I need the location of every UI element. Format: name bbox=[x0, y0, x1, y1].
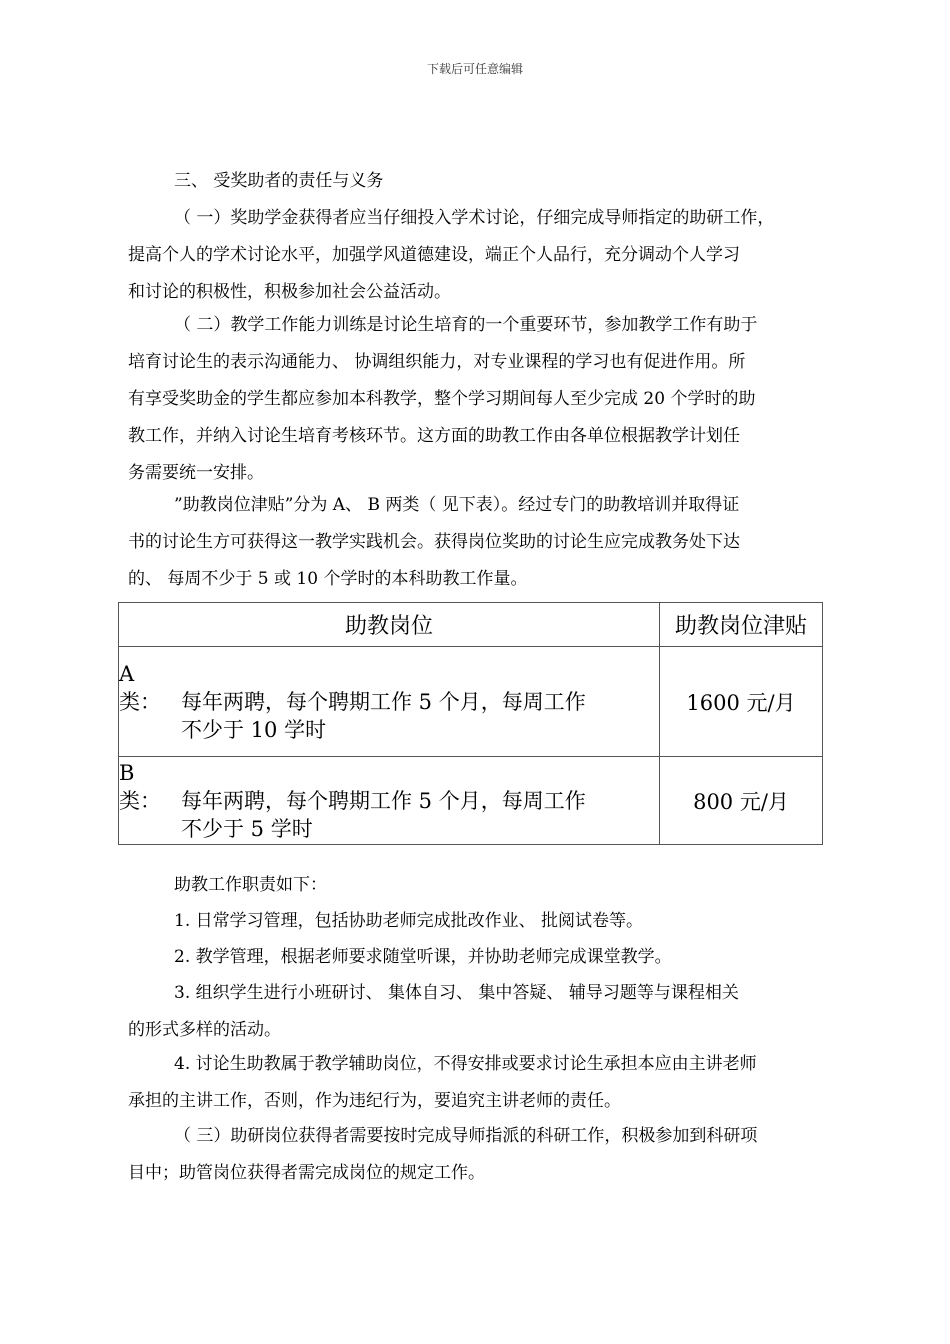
paragraph-line: （ 三）助研岗位获得者需要按时完成导师指派的科研工作，积极参加到科研项 bbox=[174, 1126, 758, 1146]
duty-item-1 bbox=[128, 911, 836, 931]
paragraph-2 bbox=[128, 315, 836, 483]
paragraph-line: 书的讨论生方可获得这一教学实践机会。获得岗位奖助的讨论生应完成教务处下达 bbox=[128, 532, 740, 552]
duty-item-4 bbox=[128, 1054, 836, 1111]
post-category: A 类： bbox=[119, 661, 161, 714]
section-title-block bbox=[128, 171, 836, 191]
duty-line: 2. 教学管理，根据老师要求随堂听课，并协助老师完成课堂教学。 bbox=[174, 947, 672, 967]
paragraph-4 bbox=[128, 1126, 836, 1183]
post-category: B 类： bbox=[119, 760, 161, 813]
paragraph-line: ”助教岗位津贴”分为 A、 B 两类（ 见下表）。经过专门的助教培训并取得证 bbox=[174, 495, 740, 515]
post-terms: 每年两聘，每个聘期工作 5 个月，每周工作 bbox=[181, 689, 586, 714]
post-hours: 不少于 5 学时 bbox=[181, 816, 313, 841]
paragraph-line: 培育讨论生的表示沟通能力、 协调组织能力，对专业课程的学习也有促进作用。所 bbox=[128, 352, 746, 372]
header-allowance: 助教岗位津贴 bbox=[660, 603, 823, 647]
page-header: 下载后可任意编辑 bbox=[426, 62, 523, 76]
post-terms: 每年两聘，每个聘期工作 5 个月，每周工作 bbox=[181, 788, 586, 813]
table-row bbox=[119, 757, 823, 845]
post-description bbox=[119, 647, 660, 757]
duty-line: 承担的主讲工作，否则，作为违纪行为，要追究主讲老师的责任。 bbox=[128, 1091, 621, 1111]
post-allowance: 1600 元/月 bbox=[660, 647, 823, 757]
paragraph-line: 提高个人的学术讨论水平，加强学风道德建设，端正个人品行，充分调动个人学习 bbox=[128, 245, 740, 265]
duties-intro-block bbox=[128, 875, 836, 895]
paragraph-1 bbox=[128, 208, 836, 302]
post-hours: 不少于 10 学时 bbox=[181, 717, 327, 742]
duty-line: 的形式多样的活动。 bbox=[128, 1020, 281, 1040]
duties-intro: 助教工作职责如下： bbox=[174, 875, 327, 895]
paragraph-line: 有享受奖助金的学生都应参加本科教学，整个学习期间每人至少完成 20 个学时的助 bbox=[128, 389, 756, 409]
paragraph-line: （ 一）奖助学金获得者应当仔细投入学术讨论，仔细完成导师指定的助研工作， bbox=[174, 208, 775, 228]
table-row bbox=[119, 647, 823, 757]
paragraph-3 bbox=[128, 495, 836, 589]
header-post: 助教岗位 bbox=[119, 603, 660, 647]
paragraph-line: 教工作，并纳入讨论生培育考核环节。这方面的助教工作由各单位根据教学计划任 bbox=[128, 426, 740, 446]
paragraph-line: 和讨论的积极性，积极参加社会公益活动。 bbox=[128, 282, 451, 302]
post-allowance: 800 元/月 bbox=[660, 757, 823, 845]
paragraph-line: 目中；助管岗位获得者需完成岗位的规定工作。 bbox=[128, 1163, 485, 1183]
section-title: 三、 受奖助者的责任与义务 bbox=[174, 171, 384, 191]
paragraph-line: 的、 每周不少于 5 或 10 个学时的本科助教工作量。 bbox=[128, 569, 528, 589]
table-header-row bbox=[119, 603, 823, 647]
paragraph-line: 务需要统一安排。 bbox=[128, 463, 264, 483]
duty-item-2 bbox=[128, 947, 836, 967]
assistant-post-table bbox=[118, 602, 823, 845]
duty-line: 1. 日常学习管理，包括协助老师完成批改作业、 批阅试卷等。 bbox=[174, 911, 644, 931]
duty-line: 3. 组织学生进行小班研讨、 集体自习、 集中答疑、 辅导习题等与课程相关 bbox=[174, 983, 739, 1003]
post-description bbox=[119, 757, 660, 845]
duty-line: 4. 讨论生助教属于教学辅助岗位，不得安排或要求讨论生承担本应由主讲老师 bbox=[174, 1054, 757, 1074]
paragraph-line: （ 二）教学工作能力训练是讨论生培育的一个重要环节，参加教学工作有助于 bbox=[174, 315, 758, 335]
duty-item-3 bbox=[128, 983, 836, 1040]
